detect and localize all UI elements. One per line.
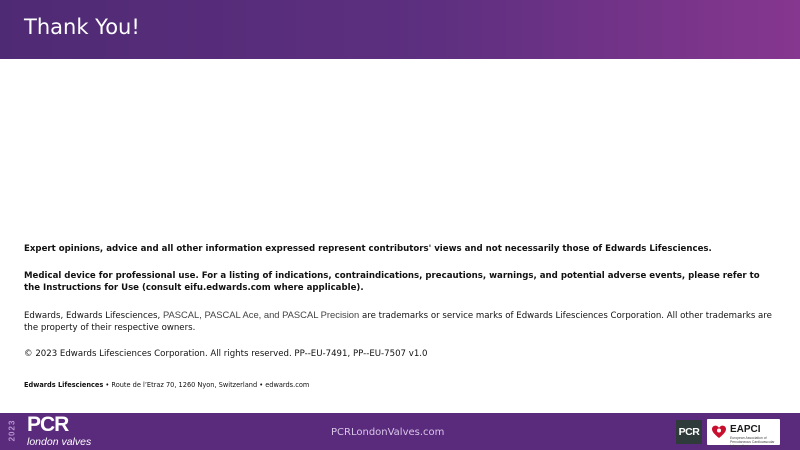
trademarks-suffix: are trademarks or service marks of Edwards Lifesciences Corporation. All other trademarks are the property of their respective owners. xyxy=(24,310,772,334)
trademarks-products: PASCAL, PASCAL Ace, and PASCAL Precision xyxy=(162,308,360,320)
year-label: 2023 xyxy=(7,419,17,442)
slide-header xyxy=(0,0,800,59)
heart-icon xyxy=(711,424,727,440)
eapci-label: EAPCI xyxy=(730,424,761,435)
trademarks-prefix: Edwards, Edwards Lifesciences, xyxy=(24,310,163,321)
copyright-text: © 2023 Edwards Lifesciences Corporation. All rights reserved. PP--EU-7491, PP--EU-7507 v1.0 xyxy=(24,348,428,359)
footer-url: PCRLondonValves.com xyxy=(331,427,445,438)
eapci-logo xyxy=(707,419,780,448)
slide-title: Thank You! xyxy=(24,15,140,39)
trademarks-text xyxy=(24,309,774,335)
address-company: Edwards Lifesciences xyxy=(24,380,104,389)
pcr-london-valves-subtitle: london valves xyxy=(27,436,92,448)
pcr-badge-logo: PCR xyxy=(676,420,702,444)
pcr-london-valves-logo: PCR xyxy=(27,413,69,436)
eapci-tagline: European Association of Percutaneous Cardiovascular Interventions xyxy=(730,436,775,448)
address-details: • Route de l’Etraz 70, 1260 Nyon, Switzerland • edwards.com xyxy=(103,380,310,389)
disclaimer-section xyxy=(24,243,774,391)
medical-notice-text: Medical device for professional use. For a listing of indications, contraindications, precautions, warnings, and potential adverse events, please refer to the Instructions for Use (consult eifu.edwards.com where applicable). xyxy=(24,270,760,294)
disclaimer-text: Expert opinions, advice and all other information expressed represent contributors' views and not necessarily those of Edwards Lifesciences. xyxy=(24,244,712,254)
address-line xyxy=(24,379,774,392)
